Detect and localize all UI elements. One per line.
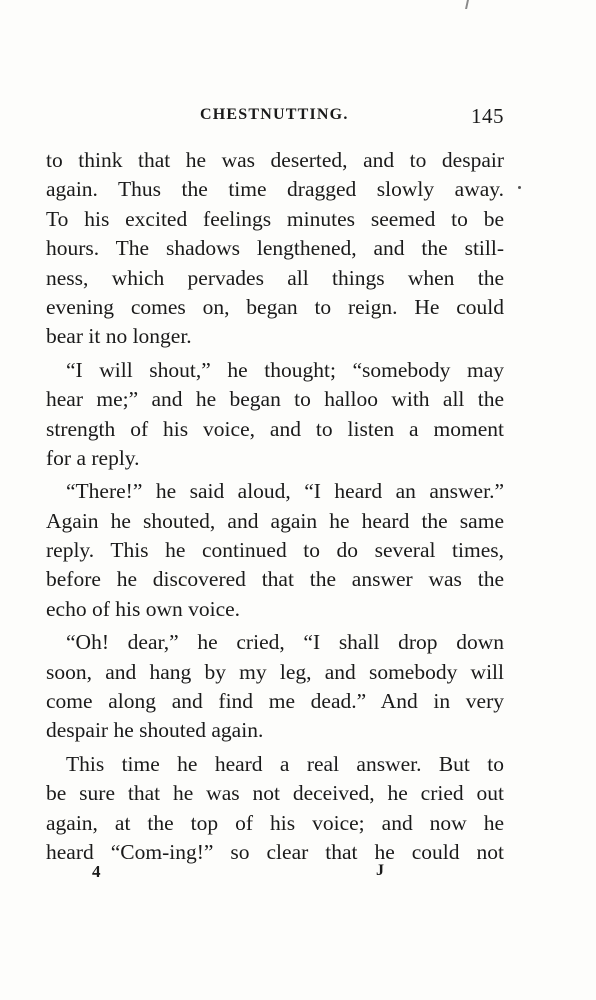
running-title: CHESTNUTTING. (200, 106, 349, 123)
text-line: hear me;” and he began to halloo with all the (46, 387, 504, 412)
page-number: 145 (471, 104, 504, 128)
text-line: before he discovered that the answer was the (46, 567, 504, 592)
text-line: “I will shout,” he thought; “somebody may (66, 357, 504, 382)
text-line: soon, and hang by my leg, and somebody will (46, 659, 504, 684)
text-line: ness, which pervades all things when the (46, 265, 504, 290)
text-line: be sure that he was not deceived, he cried out (46, 781, 504, 806)
text-line: “There!” he said aloud, “I heard an answer.” (66, 479, 504, 504)
paragraph (46, 750, 504, 868)
ink-speck (518, 186, 521, 189)
paragraph (46, 628, 504, 746)
running-head (46, 104, 504, 130)
text-line: again, at the top of his voice; and now he (46, 810, 504, 835)
signature-marks (46, 862, 504, 886)
text-line: reply. This he continued to do several times, (46, 538, 504, 563)
text-line: despair he shouted again. (46, 718, 264, 743)
text-line: To his excited feelings minutes seemed to be (46, 206, 504, 231)
text-line: “Oh! dear,” he cried, “I shall drop down (66, 630, 504, 655)
paragraph (46, 477, 504, 624)
text-line: strength of his voice, and to listen a moment (46, 416, 504, 441)
text-line: heard “Com-ing!” so clear that he could not (46, 839, 504, 864)
text-line: for a reply. (46, 445, 140, 470)
signature-number: 4 (92, 862, 101, 881)
text-line: hours. The shadows lengthened, and the still- (46, 236, 504, 261)
text-line: Again he shouted, and again he heard the same (46, 508, 504, 533)
paragraph (46, 146, 504, 352)
body-text (46, 146, 504, 867)
text-line: to think that he was deserted, and to despair (46, 148, 504, 172)
pencil-mark (465, 0, 469, 9)
text-line: bear it no longer. (46, 324, 192, 349)
signature-letter: J (376, 862, 384, 879)
text-line: This time he heard a real answer. But to (66, 751, 504, 776)
text-line: come along and find me dead.” And in very (46, 689, 504, 714)
text-line: evening comes on, began to reign. He could (46, 294, 504, 319)
paragraph (46, 356, 504, 474)
text-line: echo of his own voice. (46, 596, 241, 621)
text-line: again. Thus the time dragged slowly away. (46, 177, 504, 202)
